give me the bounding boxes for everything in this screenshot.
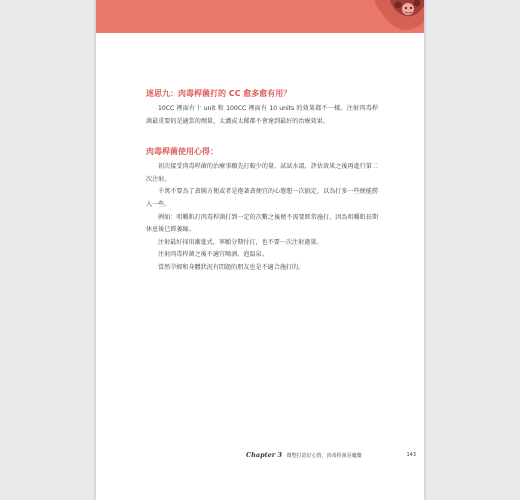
paragraph: 千萬不要為了貪圖方便或者是抱著貪便宜的心態想一次搞定，以為打多一些便能撈入一些。 — [146, 188, 378, 208]
paragraph: 注射肉毒桿菌之後不適宜喝酒、泡溫泉。 — [158, 251, 268, 259]
paragraph: 初次接受肉毒桿菌的治療事願先打較少的量，試試水溫，評估效果之後再進行第二次注射。 — [146, 163, 378, 183]
paragraph: 例如：咀嚼肌打肉毒桿菌打到一定的次數之後便不需要經常施打，因為咀嚼肌長期休息後已經萎縮。 — [146, 213, 378, 234]
top-banner — [96, 0, 424, 33]
paragraph: 10CC 裡面有十 unit 和 100CC 裡面有 10 units 的效果都不一樣。注射肉毒桿菌最重要的是適當的劑量，太濃或太稀都不會達到最好的治療效果。 — [146, 105, 378, 125]
section-heading-myth-nine: 迷思九：肉毒桿菌打的 CC 愈多愈有用？ — [146, 89, 292, 98]
section-heading-usage-tips: 肉毒桿菌使用心得： — [146, 147, 218, 157]
page-content — [146, 88, 378, 275]
page-footer — [246, 451, 416, 459]
paragraph: 當然孕婦和身體狀況有問題的朋友也是不適合施打的。 — [158, 263, 305, 271]
book-page — [96, 0, 424, 500]
paragraph: 注射最好採用漸進式，寧願分期付打，也不要一次注射過量。 — [158, 238, 323, 246]
page-number: 143 — [406, 452, 416, 458]
chapter-label: Chapter 3 — [246, 451, 283, 459]
portrait-illustration — [364, 0, 424, 33]
chapter-title: 微整打造好心情，肉毒桿菌是魔藥 — [286, 453, 362, 459]
